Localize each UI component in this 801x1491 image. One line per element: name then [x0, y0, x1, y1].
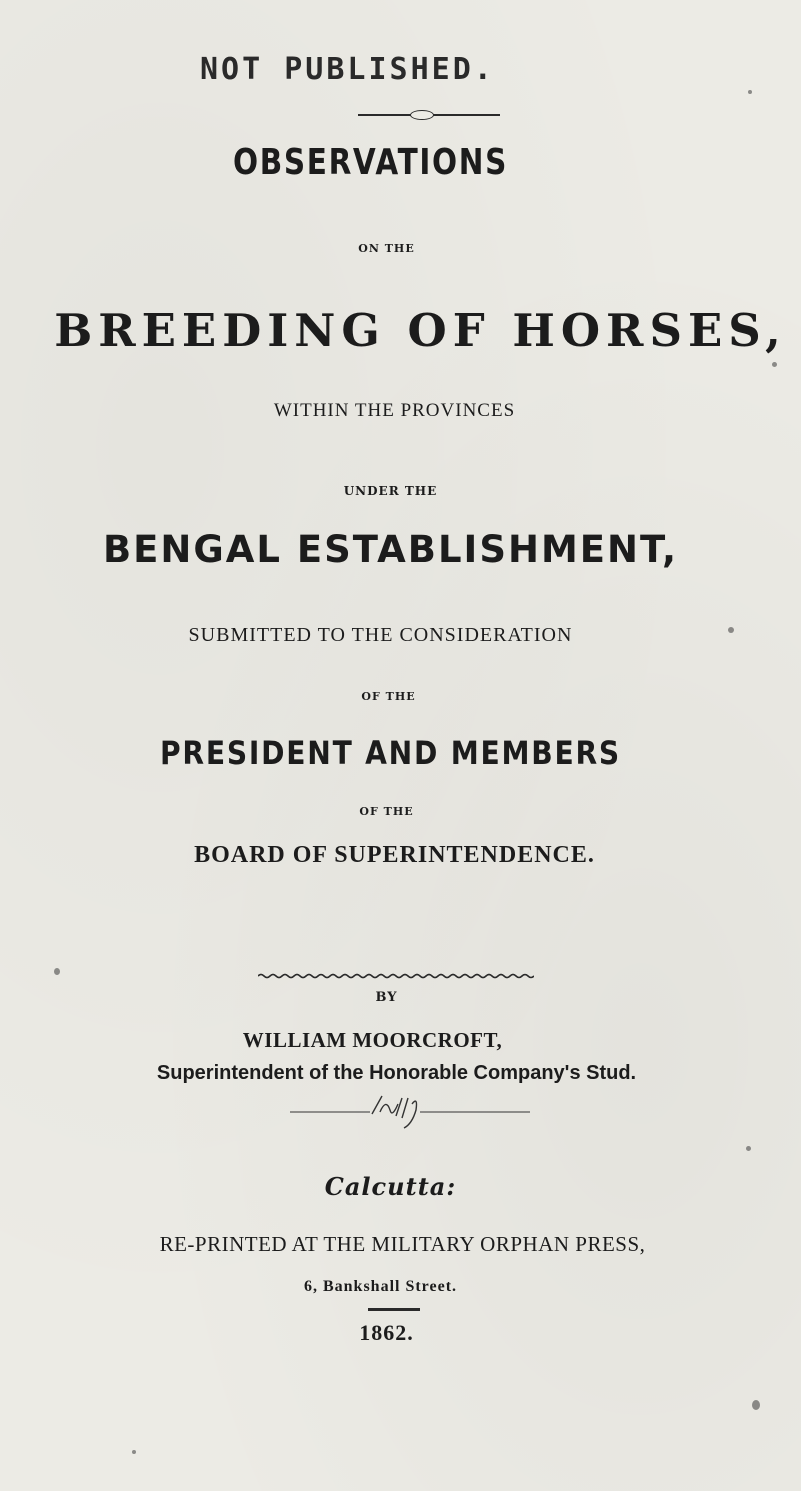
title-submitted-to: SUBMITTED TO THE CONSIDERATION: [188, 624, 573, 646]
short-rule: [368, 1308, 420, 1311]
connector-under-the: UNDER THE: [343, 484, 438, 498]
imprint-year: 1862.: [359, 1320, 414, 1345]
paper-speck: [728, 627, 734, 633]
title-board-of-superintendence: BOARD OF SUPERINTENDENCE.: [194, 842, 595, 868]
paper-speck: [772, 362, 777, 367]
handwritten-mark: [290, 1090, 530, 1130]
imprint-city: Calcutta:: [324, 1172, 457, 1201]
title-president-and-members: PRESIDENT AND MEMBERS: [160, 734, 621, 772]
title-breeding-of-horses: BREEDING OF HORSES,: [54, 304, 787, 357]
author-position: Superintendent of the Honorable Company's Stud.: [156, 1062, 637, 1084]
imprint-press: RE-PRINTED AT THE MILITARY ORPHAN PRESS,: [159, 1232, 646, 1256]
paper-speck: [752, 1400, 760, 1410]
paper-speck: [748, 90, 752, 94]
imprint-address: 6, Bankshall Street.: [303, 1278, 458, 1295]
connector-of-the-1: OF THE: [361, 690, 416, 703]
connector-on-the: ON THE: [358, 242, 415, 255]
ornamental-rule: [358, 114, 500, 116]
paper-speck: [746, 1146, 751, 1151]
title-observations: OBSERVATIONS: [232, 142, 509, 183]
paper-speck: [132, 1450, 136, 1454]
rule-ornament-icon: [410, 110, 434, 120]
title-within-provinces: WITHIN THE PROVINCES: [273, 400, 516, 421]
author-name: WILLIAM MOORCROFT,: [242, 1028, 503, 1052]
paper-speck: [54, 968, 60, 975]
wavy-divider: [258, 973, 534, 979]
not-published-heading: NOT PUBLISHED.: [200, 52, 495, 87]
connector-of-the-2: OF THE: [359, 805, 414, 818]
byline-by: BY: [375, 990, 398, 1005]
title-bengal-establishment: BENGAL ESTABLISHMENT,: [102, 528, 679, 571]
